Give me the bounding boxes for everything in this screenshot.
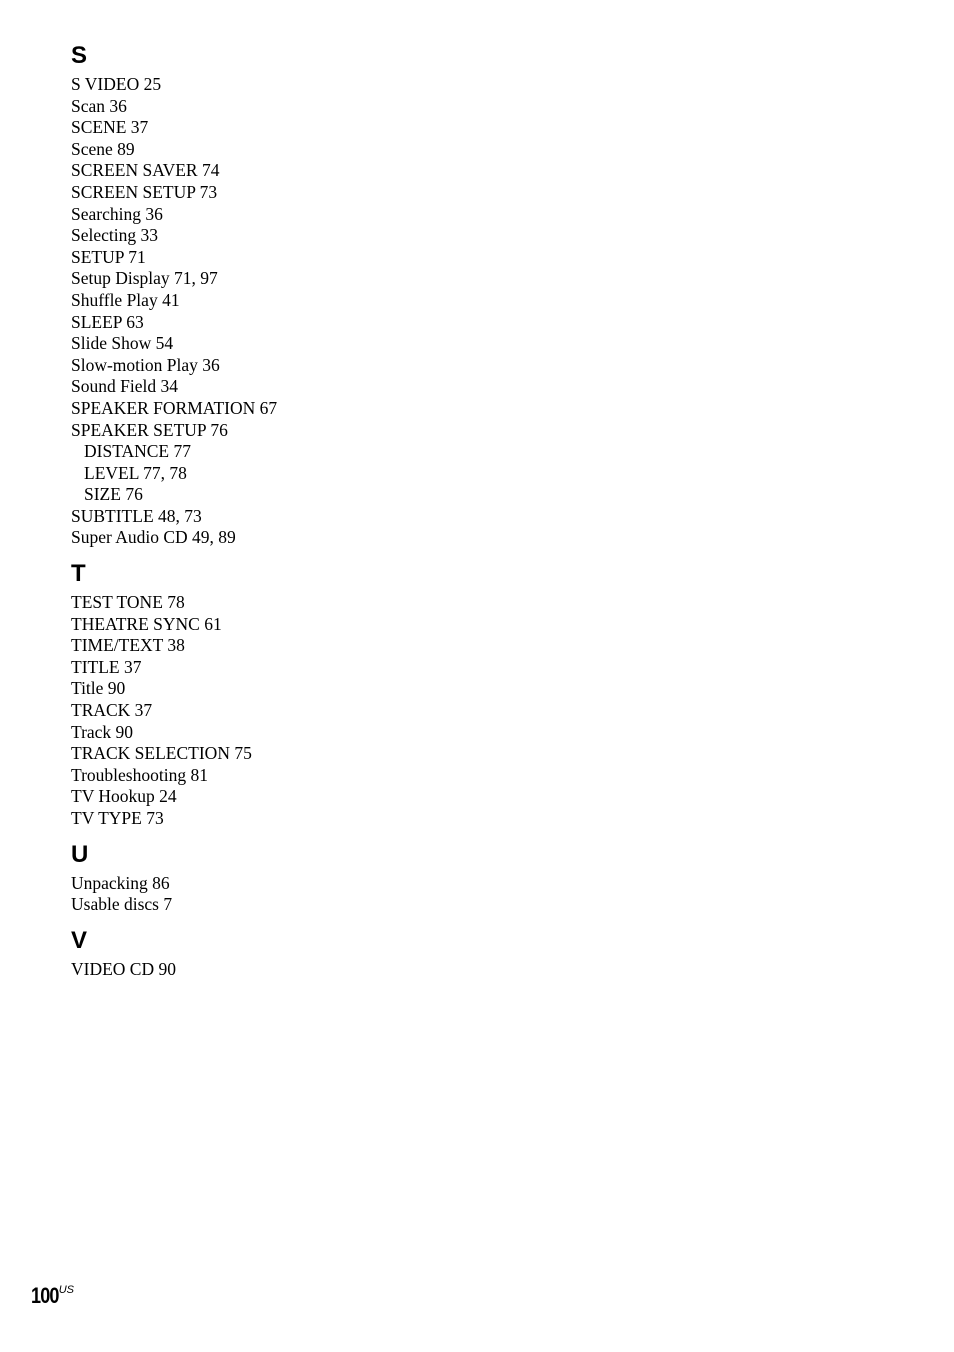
index-subentry: DISTANCE 77 bbox=[84, 441, 191, 462]
index-entry: TV TYPE 73 bbox=[71, 808, 164, 828]
index-entry: Unpacking 86 bbox=[71, 872, 170, 893]
index-subentry: LEVEL 77, 78 bbox=[84, 462, 187, 483]
index-entry: Sound Field 34 bbox=[71, 376, 178, 397]
index-section-v bbox=[71, 927, 491, 981]
index-entry: Setup Display 71, 97 bbox=[71, 268, 218, 289]
section-letter: T bbox=[71, 560, 86, 588]
index-entry: Searching 36 bbox=[71, 203, 163, 224]
index-page bbox=[71, 42, 491, 991]
section-letter: V bbox=[71, 926, 88, 954]
index-entry: Usable discs 7 bbox=[71, 894, 173, 915]
index-entry: SLEEP 63 bbox=[71, 311, 144, 332]
page-folio bbox=[31, 1283, 74, 1309]
index-entry: Title 90 bbox=[71, 678, 126, 699]
index-entry: Slow-motion Play 36 bbox=[71, 354, 220, 375]
index-entry: S VIDEO 25 bbox=[71, 74, 162, 94]
page-number: 100 bbox=[31, 1283, 59, 1308]
entry-list bbox=[71, 959, 491, 981]
index-entry: TV Hookup 24 bbox=[71, 786, 177, 807]
index-entry: Selecting 33 bbox=[71, 225, 158, 246]
index-entry: SCREEN SETUP 73 bbox=[71, 181, 218, 202]
entry-list bbox=[71, 592, 491, 830]
index-entry: VIDEO CD 90 bbox=[71, 958, 176, 979]
index-section-t bbox=[71, 560, 491, 830]
index-entry: Slide Show 54 bbox=[71, 333, 174, 354]
index-entry: SCREEN SAVER 74 bbox=[71, 160, 220, 181]
index-entry: Scene 89 bbox=[71, 138, 135, 159]
index-entry: Troubleshooting 81 bbox=[71, 764, 208, 785]
index-section-u bbox=[71, 841, 491, 916]
index-entry: SCENE 37 bbox=[71, 117, 149, 138]
index-entry: TEST TONE 78 bbox=[71, 592, 185, 613]
section-letter: U bbox=[71, 840, 89, 868]
index-entry: Super Audio CD 49, 89 bbox=[71, 527, 236, 548]
entry-list bbox=[71, 873, 491, 916]
index-entry: SETUP 71 bbox=[71, 246, 146, 267]
index-entry: TRACK SELECTION 75 bbox=[71, 743, 252, 764]
entry-list bbox=[71, 74, 491, 549]
index-entry: Scan 36 bbox=[71, 95, 127, 116]
index-entry: SPEAKER SETUP 76 bbox=[71, 419, 228, 440]
index-entry: SUBTITLE 48, 73 bbox=[71, 505, 202, 526]
index-subentry: SIZE 76 bbox=[84, 484, 143, 505]
index-entry: Track 90 bbox=[71, 721, 134, 742]
index-entry: SPEAKER FORMATION 67 bbox=[71, 397, 278, 418]
index-section-s bbox=[71, 42, 491, 549]
index-entry: TITLE 37 bbox=[71, 656, 142, 677]
section-letter: S bbox=[71, 42, 88, 69]
index-entry: TRACK 37 bbox=[71, 700, 153, 721]
index-entry: THEATRE SYNC 61 bbox=[71, 613, 222, 634]
region-suffix: US bbox=[58, 1284, 74, 1296]
index-entry: Shuffle Play 41 bbox=[71, 289, 180, 310]
index-entry: TIME/TEXT 38 bbox=[71, 635, 185, 656]
